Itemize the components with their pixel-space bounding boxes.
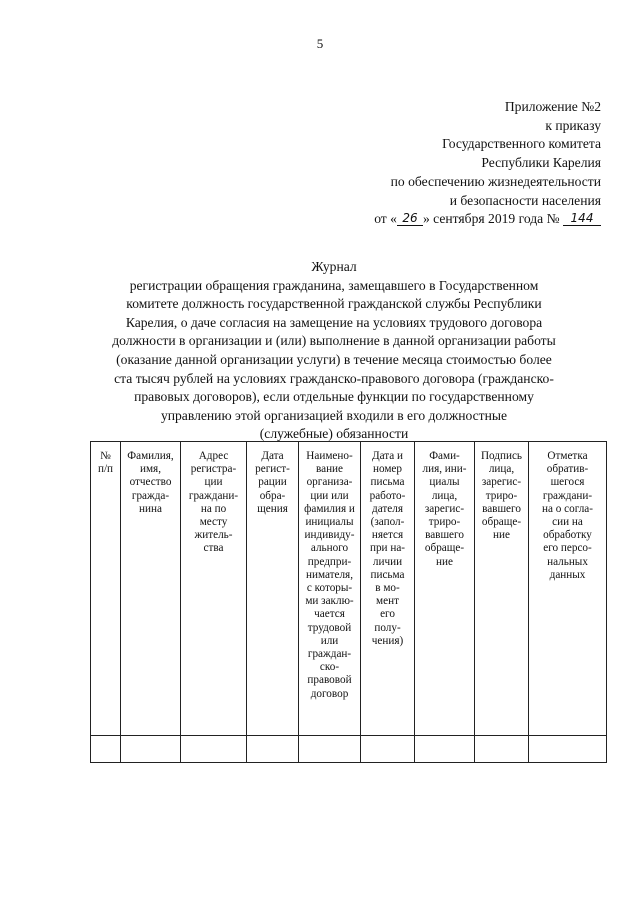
order-date-line [301, 210, 601, 229]
table-cell [299, 736, 361, 763]
header-text-line: данных [549, 568, 586, 581]
header-text-line: полу- [374, 621, 401, 634]
header-text-line: Подпись [480, 450, 523, 462]
table-cell [361, 736, 415, 763]
title-line: правовых договоров), если отдельные функции по государственному [134, 389, 534, 405]
header-text-line: мент [376, 595, 399, 608]
header-text-line: няется [371, 529, 404, 542]
appendix-line: и безопасности населения [449, 192, 601, 208]
header-cell-registrar-signature [475, 442, 529, 736]
header-text-line: предпри- [307, 555, 352, 568]
header-text-line: индивиду- [304, 529, 355, 542]
header-cell-full-name [121, 442, 181, 736]
page-number: 5 [316, 36, 324, 51]
title-line: (оказание данной организации услуги) в течение месяца стоимостью более [116, 351, 552, 367]
header-text-line: ние [493, 529, 510, 542]
table-cell [475, 736, 529, 763]
header-text-line: его персо- [543, 542, 592, 555]
table-row [91, 736, 607, 763]
journal-heading: Журнал [311, 259, 357, 274]
header-text-line: триро- [428, 516, 461, 529]
header-text-line: обратив- [546, 463, 589, 476]
header-text-line: на о согла- [542, 502, 593, 515]
header-text-line: чения) [371, 634, 404, 647]
header-text-line: номер [372, 463, 402, 476]
header-text-line: лица, [431, 489, 458, 502]
header-text-line: № [100, 450, 111, 462]
table-cell [121, 736, 181, 763]
appendix-block [301, 98, 601, 229]
header-text-line: зарегис- [424, 502, 465, 515]
header-text-line: житель- [194, 529, 233, 542]
title-line: комитете должность государственной гражданской службы Республики [126, 296, 542, 312]
header-text-line: правовой [307, 674, 352, 687]
table-cell [247, 736, 299, 763]
header-text-line: обраще- [481, 516, 522, 529]
header-text-line: фамилия и [304, 502, 355, 515]
header-text-line: зарегис- [481, 476, 522, 489]
header-text-line: граждан- [307, 648, 352, 661]
header-text-line: граждани- [542, 489, 593, 502]
journal-title [100, 258, 568, 444]
header-text-line: ско- [319, 661, 340, 674]
header-text-line: обра- [259, 489, 286, 502]
title-line: Карелия, о даче согласия на замещение на условиях трудового договора [125, 314, 543, 330]
header-text-line: триро- [485, 489, 518, 502]
appendix-line: Государственного комитета [442, 136, 601, 152]
header-text-line: регист- [255, 463, 290, 476]
header-text-line: дателя [372, 502, 403, 515]
header-text-line: ального [310, 542, 349, 555]
header-text-line: сии на [552, 516, 583, 529]
header-cell-organization [299, 442, 361, 736]
header-text-line: письма [370, 476, 405, 489]
header-text-line: письма [370, 568, 405, 581]
appendix-line: по обеспечению жизнедеятельности [390, 173, 601, 189]
header-text-line: ства [203, 542, 224, 555]
header-text-line: обработку [543, 529, 592, 542]
title-line: ста тысяч рублей на условиях гражданско-правового договора (гражданско- [114, 370, 554, 386]
header-text-line: с которы- [306, 582, 353, 595]
journal-table [90, 441, 607, 763]
header-text-line: нина [139, 502, 162, 515]
header-text-line: имя, [139, 463, 161, 476]
table-cell [415, 736, 475, 763]
handwritten-day: 26 [397, 211, 423, 226]
header-text-line: ции [204, 476, 223, 489]
header-text-line: Фами- [429, 450, 460, 462]
header-text-line: (запол- [370, 516, 405, 529]
header-text-line: шегося [550, 476, 585, 489]
header-text-line: рации [258, 476, 287, 489]
header-text-line: трудовой [307, 621, 352, 634]
header-text-line: ции или [310, 489, 349, 502]
header-text-line: личии [372, 555, 403, 568]
header-text-line: лица, [488, 463, 515, 476]
header-text-line: нальных [547, 555, 588, 568]
header-cell-registrar-name [415, 442, 475, 736]
header-text-line: вание [315, 463, 344, 476]
title-line: управлению этой организацией входили в его должностные [160, 407, 508, 423]
header-text-line: работо- [369, 489, 406, 502]
date-middle: » сентября 2019 года № [422, 211, 560, 227]
appendix-line: к приказу [545, 117, 601, 133]
table-cell [91, 736, 121, 763]
header-text-line: граждани- [188, 489, 239, 502]
header-text-line: Наимено- [306, 450, 353, 462]
table-cell [181, 736, 247, 763]
header-cell-registration-date [247, 442, 299, 736]
header-text-line: Дата и [371, 450, 404, 462]
header-text-line: ми заклю- [305, 595, 354, 608]
header-text-line: организа- [306, 476, 353, 489]
header-text-line: договор [310, 687, 349, 700]
appendix-line: Приложение №2 [504, 99, 601, 114]
header-text-line: вавшего [482, 502, 521, 515]
header-cell-letter-date [361, 442, 415, 736]
header-text-line: при на- [369, 542, 406, 555]
table-header-row [91, 442, 607, 736]
header-text-line: Отметка [547, 450, 588, 462]
appendix-line: Республики Карелия [481, 155, 601, 171]
header-text-line: отчество [129, 476, 172, 489]
header-text-line: гражда- [131, 489, 170, 502]
header-text-line: нимателя, [305, 568, 354, 581]
header-text-line: циалы [429, 476, 460, 489]
header-cell-address [181, 442, 247, 736]
header-text-line: или [320, 634, 339, 647]
header-text-line: на по [200, 502, 227, 515]
header-text-line: обраще- [424, 542, 465, 555]
header-cell-consent-mark [529, 442, 607, 736]
table-cell [529, 736, 607, 763]
header-text-line: вавшего [425, 529, 464, 542]
header-text-line: его [380, 608, 395, 621]
title-line: (служебные) обязанности [259, 426, 409, 442]
header-text-line: чается [314, 608, 345, 621]
header-text-line: месту [199, 516, 228, 529]
title-line: регистрации обращения гражданина, замещавшего в Государственном [129, 277, 539, 293]
header-text-line: в мо- [375, 582, 400, 595]
header-text-line: Фамилия, [127, 450, 174, 462]
header-cell-number [91, 442, 121, 736]
date-prefix: от « [374, 211, 397, 227]
header-text-line: лия, ини- [422, 463, 467, 476]
header-text-line: Дата [261, 450, 284, 462]
header-text-line: Адрес [198, 450, 229, 462]
header-text-line: ние [436, 555, 453, 568]
header-text-line: инициалы [305, 516, 354, 529]
header-text-line: п/п [97, 463, 114, 476]
header-text-line: регистра- [190, 463, 237, 476]
handwritten-order-number: 144 [563, 211, 601, 226]
header-text-line: щения [257, 502, 288, 515]
title-line: должности в организации и (или) выполнение в данной организации работы [112, 333, 556, 349]
